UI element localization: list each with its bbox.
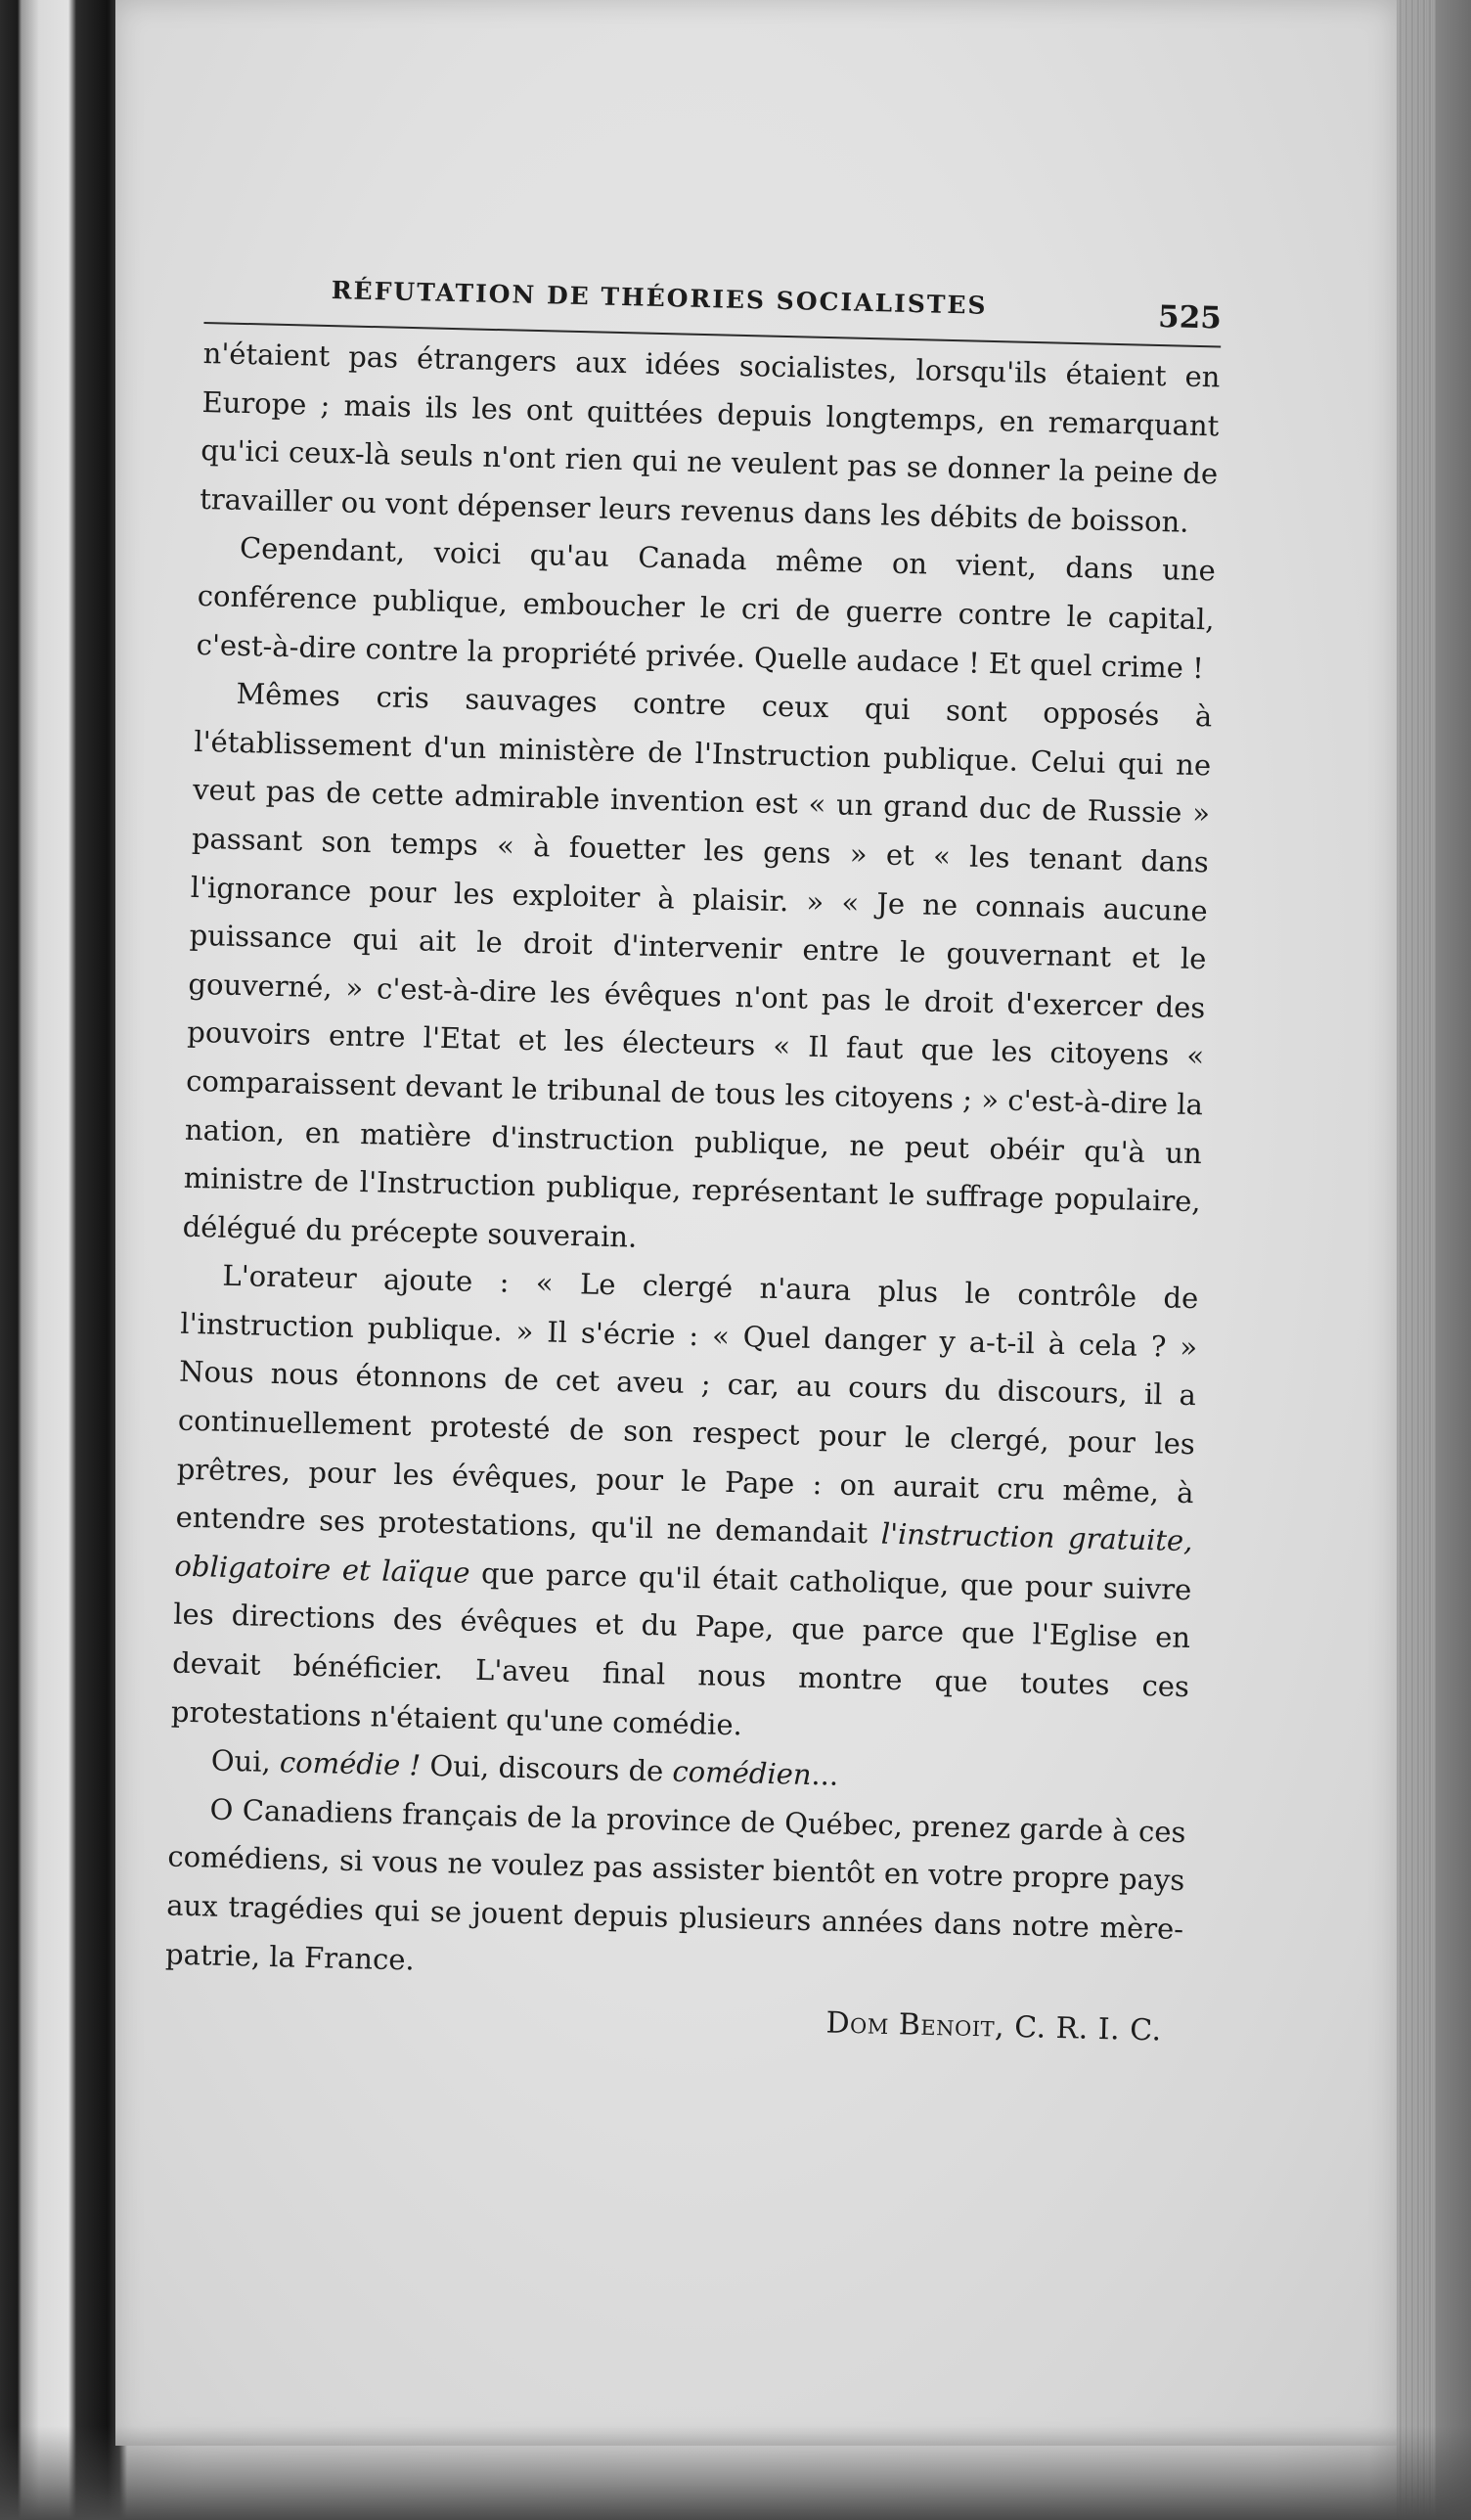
paragraph-orateur-text: L'orateur ajoute : « Le clergé n'aura plus le contrôle de l'instruction publique. » Il s'écrie : « Quel danger y a-t-il à cela ? » Nous nous étonnons de cet aveu ; car, au cours du discours, il a continuellement protesté de son respect pour le clergé, pour les prêtres, pour les évêques, pour le Pape : on aurait cru même, à entendre ses protestations, qu'il ne demandait xyxy=(175,1258,1199,1551)
running-title: RÉFUTATION DE THÉORIES SOCIALISTES xyxy=(331,276,988,320)
paragraph-orateur xyxy=(170,1251,1198,1760)
comedie-italic-2: comédien xyxy=(672,1754,812,1792)
paragraph-continuation: n'étaient pas étrangers aux idées socialistes, lorsqu'ils étaient en Europe ; mais ils les ont quittées depuis longtemps, en remarquant qu'ici ceux-là seuls n'ont rien qui ne veulent pas se donner la peine de travailler ou vont dépenser leurs revenus dans les débits de boisson. xyxy=(199,336,1221,539)
comedie-text-3: ... xyxy=(811,1758,839,1792)
bottom-shadow xyxy=(0,2426,1471,2520)
comedie-text-1: Oui, xyxy=(210,1743,281,1779)
page-number: 525 xyxy=(1157,298,1223,337)
text-block xyxy=(163,259,1222,2057)
paragraph-cependant: Cependant, voici qu'au Canada même on vient, dans une conférence publique, emboucher le cri de guerre contre le capital, c'est-à-dire contre la propriété privée. Quelle audace ! Et quel crime ! xyxy=(196,531,1217,685)
book-page-edges xyxy=(1397,0,1436,2520)
comedie-italic-1: comédie ! xyxy=(279,1745,422,1782)
author-signature: Dom Benoit, C. R. I. C. xyxy=(825,2005,1163,2048)
paragraph-memes-cris: Mêmes cris sauvages contre ceux qui sont opposés à l'établissement d'un ministère de l'Instruction publique. Celui qui ne veut pas de cette admirable invention est « un grand duc de Russie » passant son temps « à fouetter les gens » et « les tenant dans l'ignorance pour les exploiter à plaisir. » « Je ne connais aucune puissance qui ait le droit d'intervenir entre le gouvernant et le gouverné, » c'est-à-dire les évêques n'ont pas le droit d'exercer des pouvoirs entre l'Etat et les électeurs « Il faut que les citoyens « comparaissent devant le tribunal de tous les citoyens ; » c'est-à-dire la nation, en matière d'instruction publique, ne peut obéir qu'à un ministre de l'Instruction publique, représentant le suffrage populaire, délégué du précepte souverain. xyxy=(182,677,1213,1254)
paragraph-canadiens: O Canadiens français de la province de Québec, prenez garde à ces comédiens, si vous ne voulez pas assister bientôt en votre propre pays aux tragédies qui se jouent depuis plusieurs années dans notre mère-patrie, la France. xyxy=(164,1792,1186,1977)
paragraph-orateur-text-end: que parce qu'il était catholique, que pour suivre les directions des évêques et du Pape, que parce que l'Eglise en devait bénéficier. L'aveu final nous montre que toutes ces protestations n'étaient qu'une comédie. xyxy=(170,1555,1192,1741)
comedie-text-2: Oui, discours de xyxy=(420,1748,673,1788)
italic-phrase: l'instruction gratuite, obligatoire et laïque xyxy=(174,1516,1193,1590)
